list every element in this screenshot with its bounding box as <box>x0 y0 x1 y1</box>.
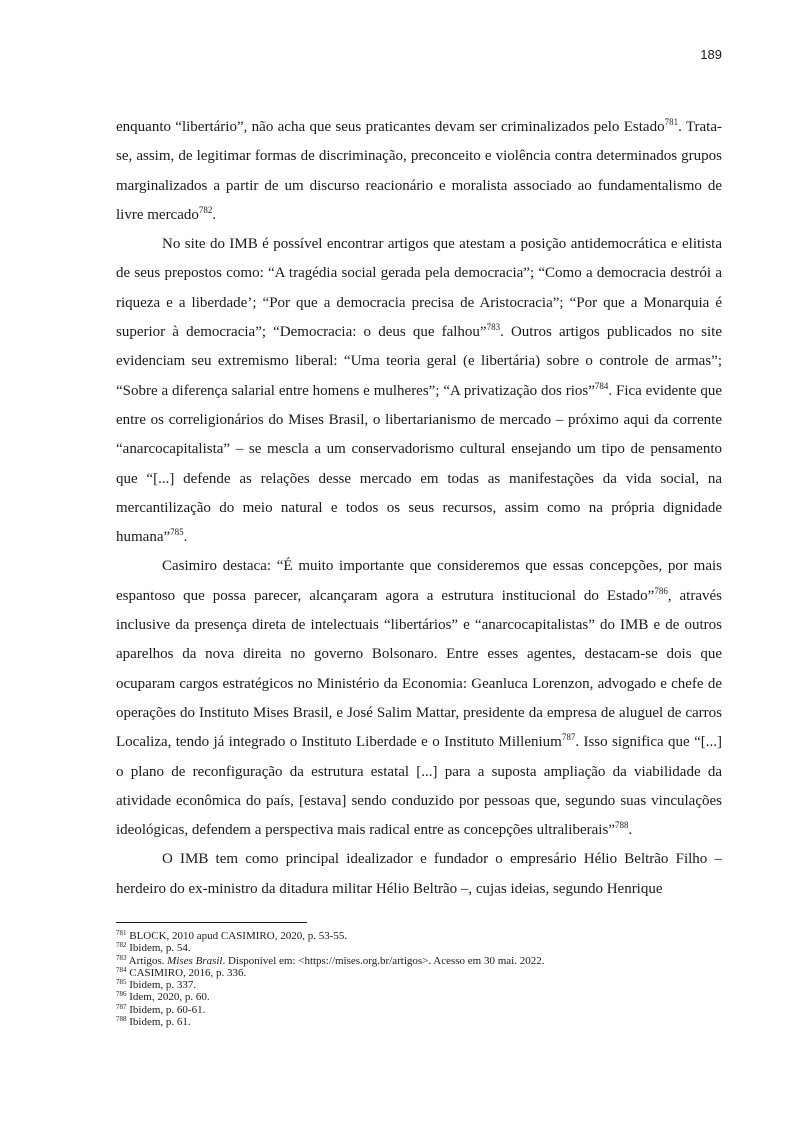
text-run: Casimiro destaca: “É muito importante que consideremos que essas concepções, por mais espantoso que possa parecer, alcançaram agora a estrutura institucional do Estado” <box>116 558 722 604</box>
footnote-ref: 785 <box>170 527 184 538</box>
text-run: Idem, 2020, p. 60. <box>129 991 210 1004</box>
text-run: Artigos. <box>128 954 168 967</box>
text-run: . Fica evidente que entre os correligionários do Mises Brasil, o libertarianismo de mercado – próximo aqui da corrente “anarcocapitalista” – se mescla a um conservadorismo cultural ensejando um tipo de pensamento que “[...] defende as relações desse mercado em todas as manifestações da vida social, na mercantilização do meio natural e todos os seus recursos, assim como na própria dignidade humana” <box>116 382 722 546</box>
text-run: . Isso significa que “[...] o plano de reconfiguração da estrutura estatal [...] para a suposta ampliação da viabilidade da atividade econômica do país, [estava] sendo conduzido por pessoas que, segundo suas vinculações ideológicas, defendem a perspectiva mais radical entre as concepções ultraliberais” <box>116 734 722 839</box>
text-run: Ibidem, p. 60-61. <box>129 1003 206 1016</box>
footnote-number: 787 <box>116 1002 127 1011</box>
text-run: Ibidem, p. 54. <box>129 942 191 955</box>
text-run: . Outros artigos publicados no site evidenciam seu extremismo liberal: “Uma teoria geral (e libertária) sobre o controle de armas”; “Sobre a diferença salarial entre homens e mulheres”; “A privatização dos rios” <box>116 324 722 399</box>
footnote-number: 781 <box>116 929 127 937</box>
italic-text: Mises Brasil <box>167 954 223 967</box>
footnote <box>116 979 722 991</box>
footnote-ref: 783 <box>486 322 501 333</box>
footnote <box>116 930 722 942</box>
text-run: No site do IMB é possível encontrar artigos que atestam a posição antidemocrática e elitista de seus prepostos como: “A tragédia social gerada pela democracia”; “Como a democracia destrói a riqueza e a liberdade’; “Por que a democracia precisa de Aristocracia”; “Por que a Monarquia é superior à democracia”; “Democracia: o deus que falhou” <box>116 236 722 341</box>
text-run: BLOCK, 2010 apud CASIMIRO, 2020, p. 53-55. <box>129 930 348 942</box>
footnote-number: 788 <box>116 1015 127 1024</box>
footnote-separator <box>116 922 307 923</box>
text-run: . <box>183 529 188 546</box>
footnote <box>116 942 722 954</box>
paragraph <box>116 845 722 904</box>
footnote-number: 782 <box>116 941 127 950</box>
text-run: Ibidem, p. 61. <box>129 1016 191 1029</box>
footnote-number: 783 <box>116 953 127 962</box>
text-run: . Trata-se, assim, de legitimar formas de discriminação, preconceito e violência contra determinados grupos marginalizados a partir de um discurso reacionário e moralista associado ao fundamentalismo de livre mercado <box>116 119 722 223</box>
text-run: . <box>628 822 633 839</box>
footnote-number: 784 <box>116 965 127 974</box>
text-run: O IMB tem como principal idealizador e fundador o empresário Hélio Beltrão Filho – herdeiro do ex-ministro da ditadura militar Hélio Beltrão –, cujas ideias, segundo Henrique <box>116 851 722 897</box>
text-run: . <box>212 206 217 223</box>
text-run: . Disponível em: <https://mises.org.br/artigos>. Acesso em 30 mai. 2022. <box>222 954 545 967</box>
text-run: Ibidem, p. 337. <box>129 979 197 992</box>
footnote <box>116 967 722 979</box>
footnote <box>116 1016 722 1028</box>
footnote-ref: 781 <box>664 117 679 127</box>
footnote-number: 786 <box>116 990 127 999</box>
text-run: CASIMIRO, 2016, p. 336. <box>129 966 247 979</box>
page-number: 189 <box>700 47 722 62</box>
footnote-ref: 786 <box>654 585 668 596</box>
footnote-ref: 782 <box>198 204 213 215</box>
paragraph <box>116 230 722 552</box>
footnote-number: 785 <box>116 978 127 987</box>
text-run: , através inclusive da presença direta de intelectuais “libertários” e “anarcocapitalistas” do IMB e de outros aparelhos da nova direita no governo Bolsonaro. Entre esses agentes, destacam-se dois que ocuparam cargos estratégicos no Ministério da Economia: Geanluca Lorenzon, advogado e chefe de operações do Instituto Mises Brasil, e José Salim Mattar, presidente da empresa de aluguel de carros Localiza, tendo já integrado o Instituto Liberdade e o Instituto Millenium <box>116 587 722 751</box>
footnote <box>116 991 722 1003</box>
footnote-ref: 788 <box>614 820 629 831</box>
footnote-ref: 787 <box>561 732 576 743</box>
paragraph <box>116 113 722 230</box>
footnote <box>116 955 722 967</box>
footnote <box>116 1004 722 1016</box>
paragraph <box>116 552 722 845</box>
body-text <box>116 113 722 904</box>
footnote-ref: 784 <box>594 380 609 391</box>
text-run: enquanto “libertário”, não acha que seus praticantes devam ser criminalizados pelo Estado <box>116 119 665 135</box>
footnotes <box>116 930 722 1028</box>
